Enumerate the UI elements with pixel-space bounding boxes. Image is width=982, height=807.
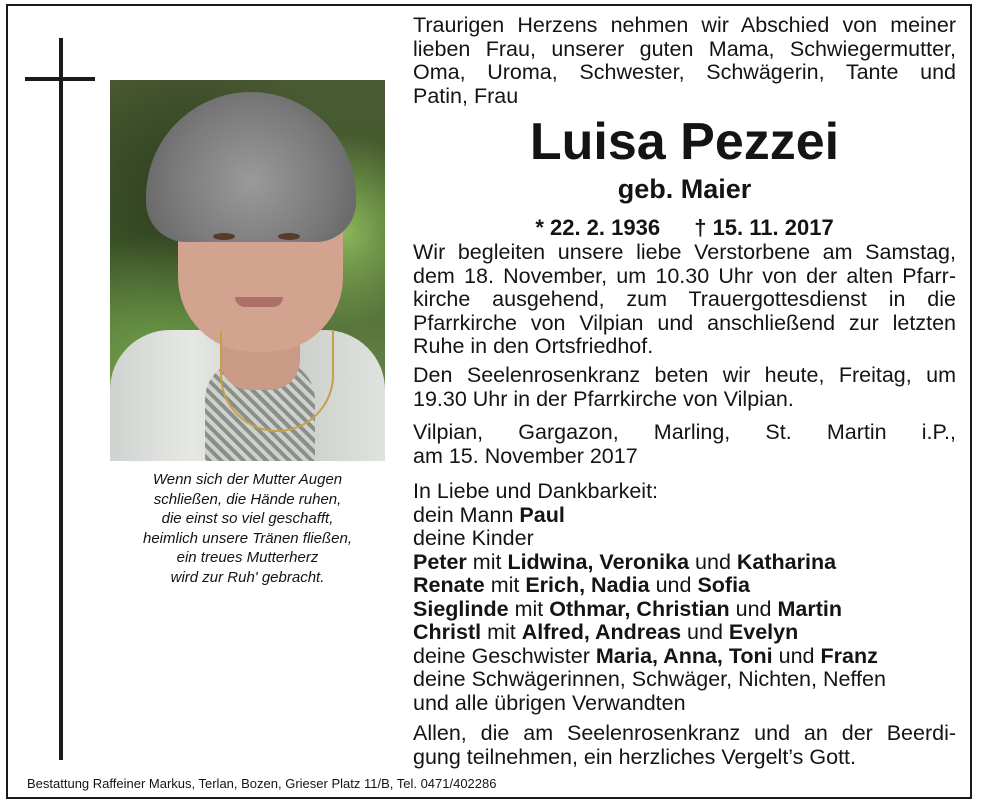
mourners-list: In Liebe und Dankbarkeit: dein Mann Paul deine Kinder Peter mit Lidwina, Veronika und Katharina Renate mit Erich, Nadia und Sofia Sieglinde mit Othmar, Christian und Martin Christl mit Alfred, Andreas und Evelyn deine Geschwister Maria, Anna, Toni und Franz deine Schwägerinnen, Schwäger, Nichten, Neffen und alle übrigen Verwandten (413, 479, 886, 715)
thanks-text: Allen, die am Seelenrosenkranz und an der Beerdi- gung teilnehmen, ein herzliches Vergelt’s Gott. (413, 721, 956, 769)
maiden-name: geb. Maier (617, 174, 752, 204)
death-date: † 15. 11. 2017 (694, 215, 834, 240)
deceased-name: Luisa Pezzei (529, 113, 840, 171)
funeral-text: Wir begleiten unsere liebe Verstorbene am Samstag, dem 18. November, um 10.30 Uhr von der alten Pfarr- kirche ausgehend, zum Trauergottesdienst in die Pfarrkirche von Vilpian und anschließend zur letzten Ruhe in den Ortsfriedhof. (413, 240, 956, 358)
birth-date: * 22. 2. 1936 (535, 215, 661, 240)
life-dates (413, 214, 956, 242)
cross-icon (59, 38, 63, 760)
intro-text: Traurigen Herzens nehmen wir Abschied von meiner lieben Frau, unserer guten Mama, Schwiegermutter, Oma, Uroma, Schwester, Schwägerin, Tante und Patin, Frau (413, 13, 956, 108)
poem: Wenn sich der Mutter Augen schließen, die Hände ruhen, die einst so viel geschafft, heimlich unsere Tränen fließen, ein treues Mutterherz wird zur Ruh' gebracht. (143, 471, 352, 586)
cross-icon-bar (25, 77, 95, 81)
rosary-text: Den Seelenrosenkranz beten wir heute, Freitag, um 19.30 Uhr in der Pfarrkirche von Vilpian. (413, 363, 956, 411)
place-date: Vilpian, Gargazon, Marling, St. Martin i.P., am 15. November 2017 (413, 420, 956, 468)
funeral-home-footer: Bestattung Raffeiner Markus, Terlan, Bozen, Grieser Platz 11/B, Tel. 0471/402286 (27, 776, 497, 791)
portrait-photo (110, 80, 385, 461)
